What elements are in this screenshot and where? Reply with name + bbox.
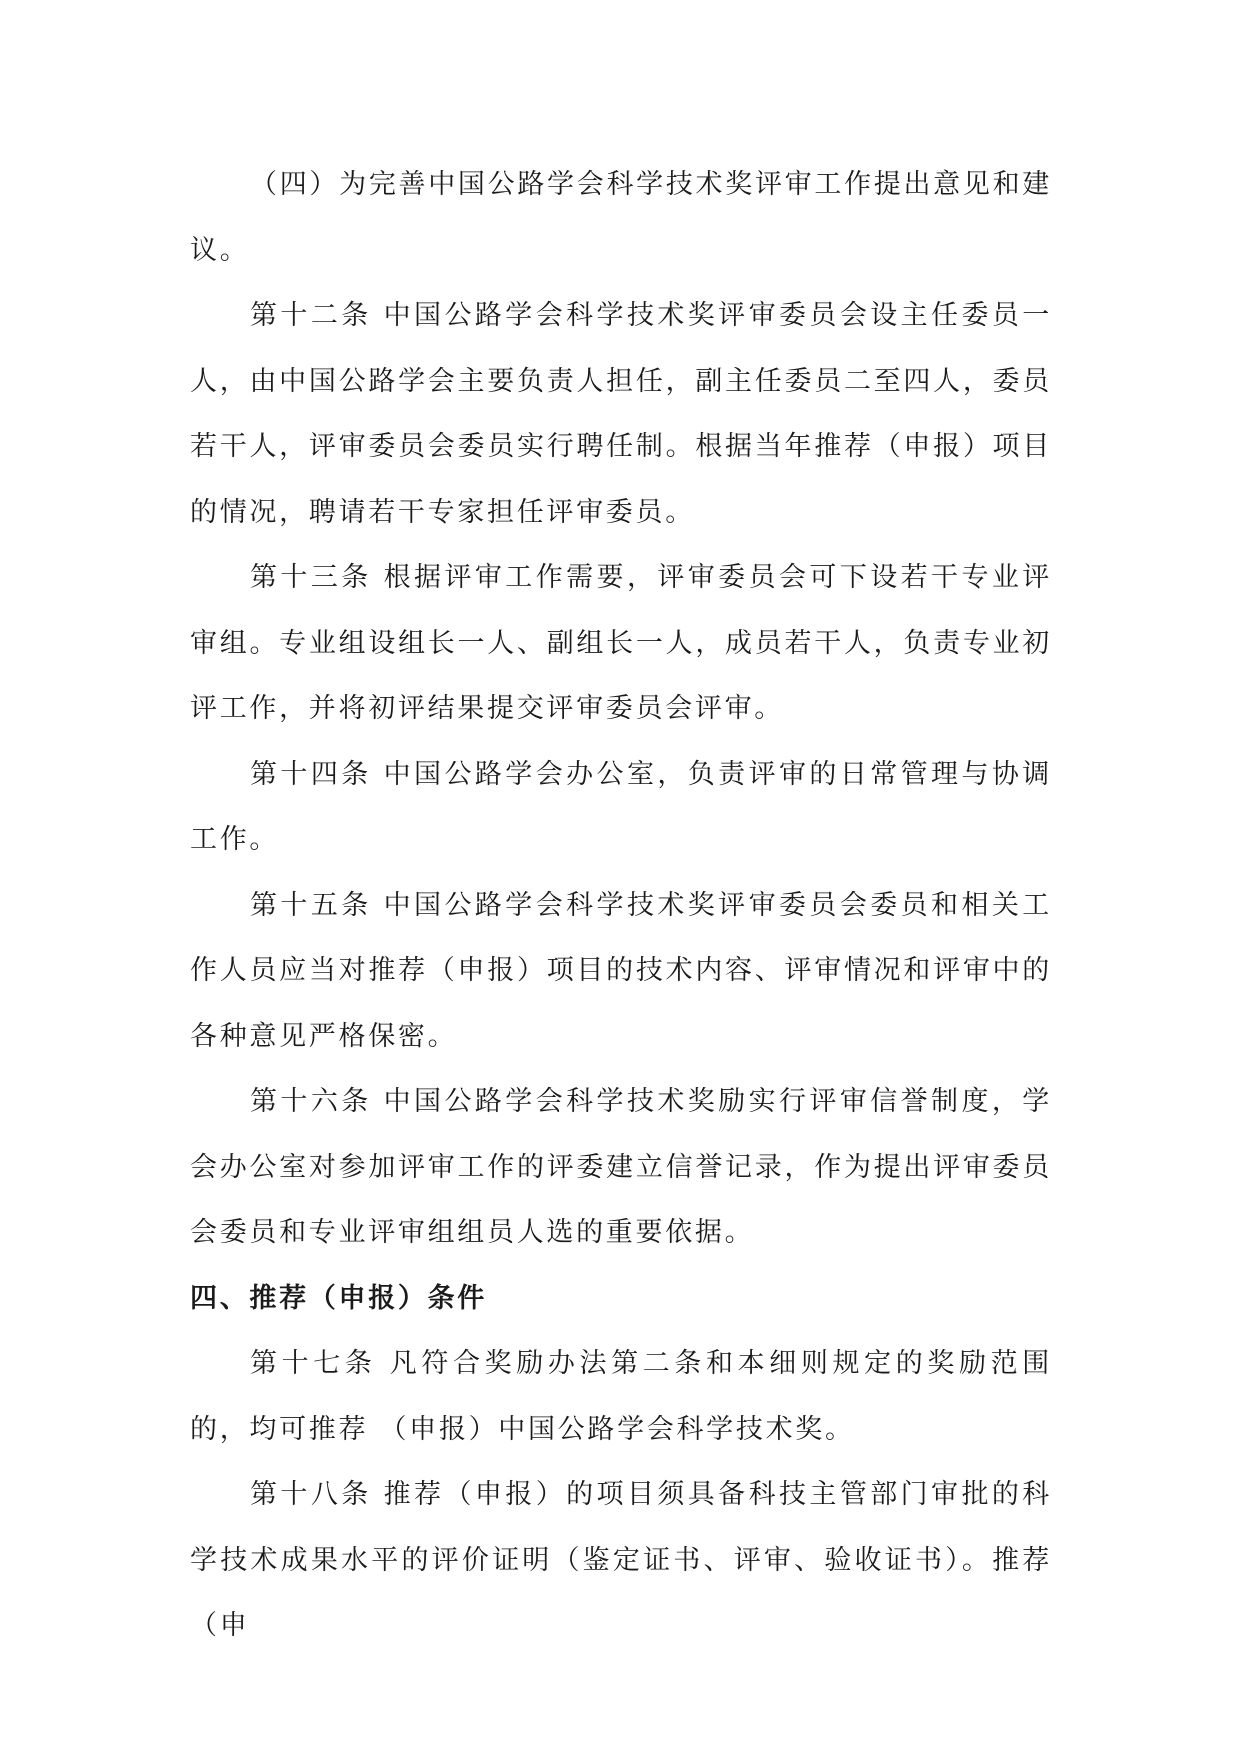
- article-17: 第十七条 凡符合奖励办法第二条和本细则规定的奖励范围的，均可推荐 （申报）中国公路学会科学技术奖。: [190, 1348, 1052, 1445]
- article-15: 第十五条 中国公路学会科学技术奖评审委员会委员和相关工作人员应当对推荐（申报）项目的技术内容、评审情况和评审中的各种意见严格保密。: [190, 889, 1052, 1052]
- article-13: 第十三条 根据评审工作需要，评审委员会可下设若干专业评审组。专业组设组长一人、副组长一人，成员若干人，负责专业初评工作，并将初评结果提交评审委员会评审。: [190, 562, 1052, 724]
- section-heading: 四、推荐（申报）条件: [190, 1282, 487, 1314]
- article-12: 第十二条 中国公路学会科学技术奖评审委员会设主任委员一人，由中国公路学会主要负责人担任，副主任委员二至四人，委员若干人，评审委员会委员实行聘任制。根据当年推荐（申报）项目的情况，聘请若干专家担任评审委员。: [190, 300, 1052, 528]
- paragraph-item-4: （四）为完善中国公路学会科学技术奖评审工作提出意见和建议。: [190, 169, 1052, 266]
- article-14: 第十四条 中国公路学会办公室，负责评审的日常管理与协调工作。: [190, 758, 1052, 855]
- article-16: 第十六条 中国公路学会科学技术奖励实行评审信誉制度，学会办公室对参加评审工作的评委建立信誉记录，作为提出评审委员会委员和专业评审组组员人选的重要依据。: [190, 1086, 1052, 1248]
- article-18: 第十八条 推荐（申报）的项目须具备科技主管部门审批的科学技术成果水平的评价证明（鉴定证书、评审、验收证书）。推荐（申: [190, 1479, 1052, 1641]
- document-body: [190, 152, 1052, 1659]
